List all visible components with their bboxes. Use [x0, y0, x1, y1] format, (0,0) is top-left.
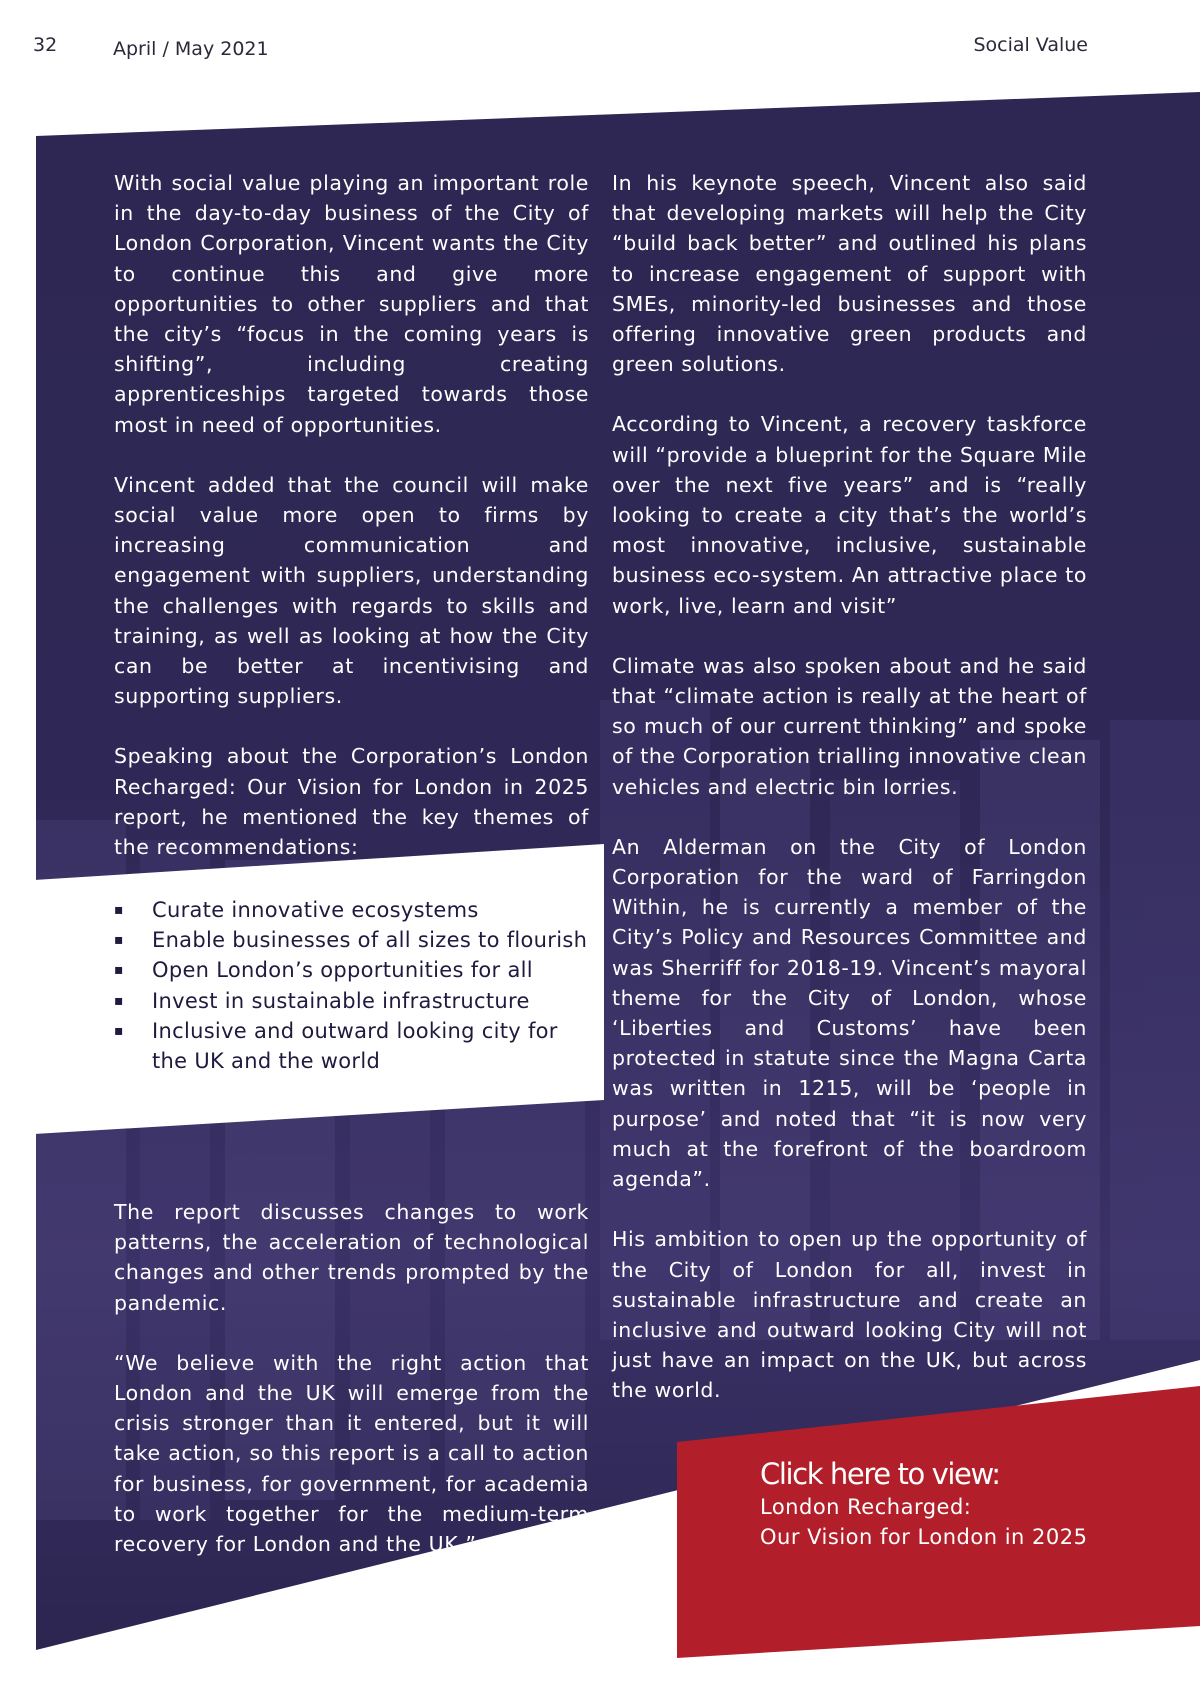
key-themes-list — [114, 895, 594, 1076]
list-item-text: Open London’s opportunities for all — [152, 958, 533, 983]
paragraph: Vincent added that the council will make social value more open to firms by increasing communication and engagement with suppliers, understanding the challenges with regards to skills and training, as well as looking at how the City can be better at incentivising and supporting suppliers. — [114, 472, 589, 709]
paragraph: With social value playing an important role in the day-to-day business of the City of London Corporation, Vincent wants the City to continue this and give more opportunities to other suppliers and that the city’s “focus in the coming years is shifting”, including creating apprenticeships targeted towards those most in need of opportunities. — [114, 171, 589, 437]
section-title: Social Value — [973, 34, 1088, 56]
list-item-text: Enable businesses of all sizes to flourish — [152, 928, 588, 953]
paragraph: The report discusses changes to work patterns, the acceleration of technological changes and other trends prompted by the pandemic. — [114, 1200, 589, 1315]
cta-heading[interactable]: Click here to view: — [760, 1457, 1000, 1491]
bullet-icon: ▪ — [114, 962, 124, 979]
paragraph: His ambition to open up the opportunity of the City of London for all, invest in sustainable infrastructure and create an inclusive and outward looking City will not just have an impact on the UK, but across the world. — [612, 1227, 1087, 1403]
bullet-icon: ▪ — [114, 932, 124, 949]
list-item-text: Invest in sustainable infrastructure — [152, 988, 530, 1013]
list-item — [114, 986, 594, 1016]
bullet-icon: ▪ — [114, 902, 124, 918]
report-link[interactable] — [760, 1456, 1087, 1552]
quote-paragraph: “We believe with the right action that London and the UK will emerge from the crisis stronger than it entered, but it will take action, so this report is a call to action for business, for government, for academia to work together for the medium-term recovery for London and the UK.” — [114, 1350, 589, 1557]
cta-report-title[interactable]: London Recharged: — [760, 1495, 972, 1519]
list-item-text: Inclusive and outward looking city for the UK and the world — [152, 1018, 558, 1074]
paragraph: According to Vincent, a recovery taskforce will “provide a blueprint for the Square Mile over the next five years” and is “really looking to create a city that’s the world’s most innovative, inclusive, sustainable business eco-system. An attractive place to work, live, learn and visit” — [612, 412, 1087, 618]
paragraph: Climate was also spoken about and he said that “climate action is really at the heart of so much of our current thinking” and spoke of the Corporation trialling innovative clean vehicles and electric bin lorries. — [612, 653, 1087, 799]
list-item — [114, 925, 594, 955]
paragraph: Speaking about the Corporation’s London Recharged: Our Vision for London in 2025 report, he mentioned the key themes of the recommendations: — [114, 744, 589, 860]
list-item-text: Curate innovative ecosystems — [152, 898, 479, 922]
right-column — [612, 168, 1087, 1436]
left-column-top — [114, 168, 589, 892]
bullet-icon: ▪ — [114, 1022, 124, 1039]
list-item — [114, 955, 594, 985]
page-number: 32 — [33, 34, 58, 56]
cta-report-subtitle[interactable]: Our Vision for London in 2025 — [760, 1525, 1088, 1549]
list-item — [114, 1016, 594, 1076]
paragraph: An Alderman on the City of London Corporation for the ward of Farringdon Within, he is currently a member of the City’s Policy and Resources Committee and was Sherriff for 2018-19. Vincent’s mayoral theme for the City of London, whose ‘Liberties and Customs’ have been protected in statute since the Magna Carta was written in 1215, will be ‘people in purpose’ and noted that “it is now very much at the forefront of the boardroom agenda”. — [612, 834, 1087, 1192]
issue-date: April / May 2021 — [113, 38, 269, 60]
paragraph: In his keynote speech, Vincent also said that developing markets will help the City “build back better” and outlined his plans to increase engagement of support with SMEs, minority-led businesses and those offering innovative green products and green solutions. — [612, 171, 1087, 377]
left-column-bottom — [114, 1197, 589, 1589]
list-item — [114, 895, 594, 925]
bullet-icon: ▪ — [114, 992, 124, 1009]
